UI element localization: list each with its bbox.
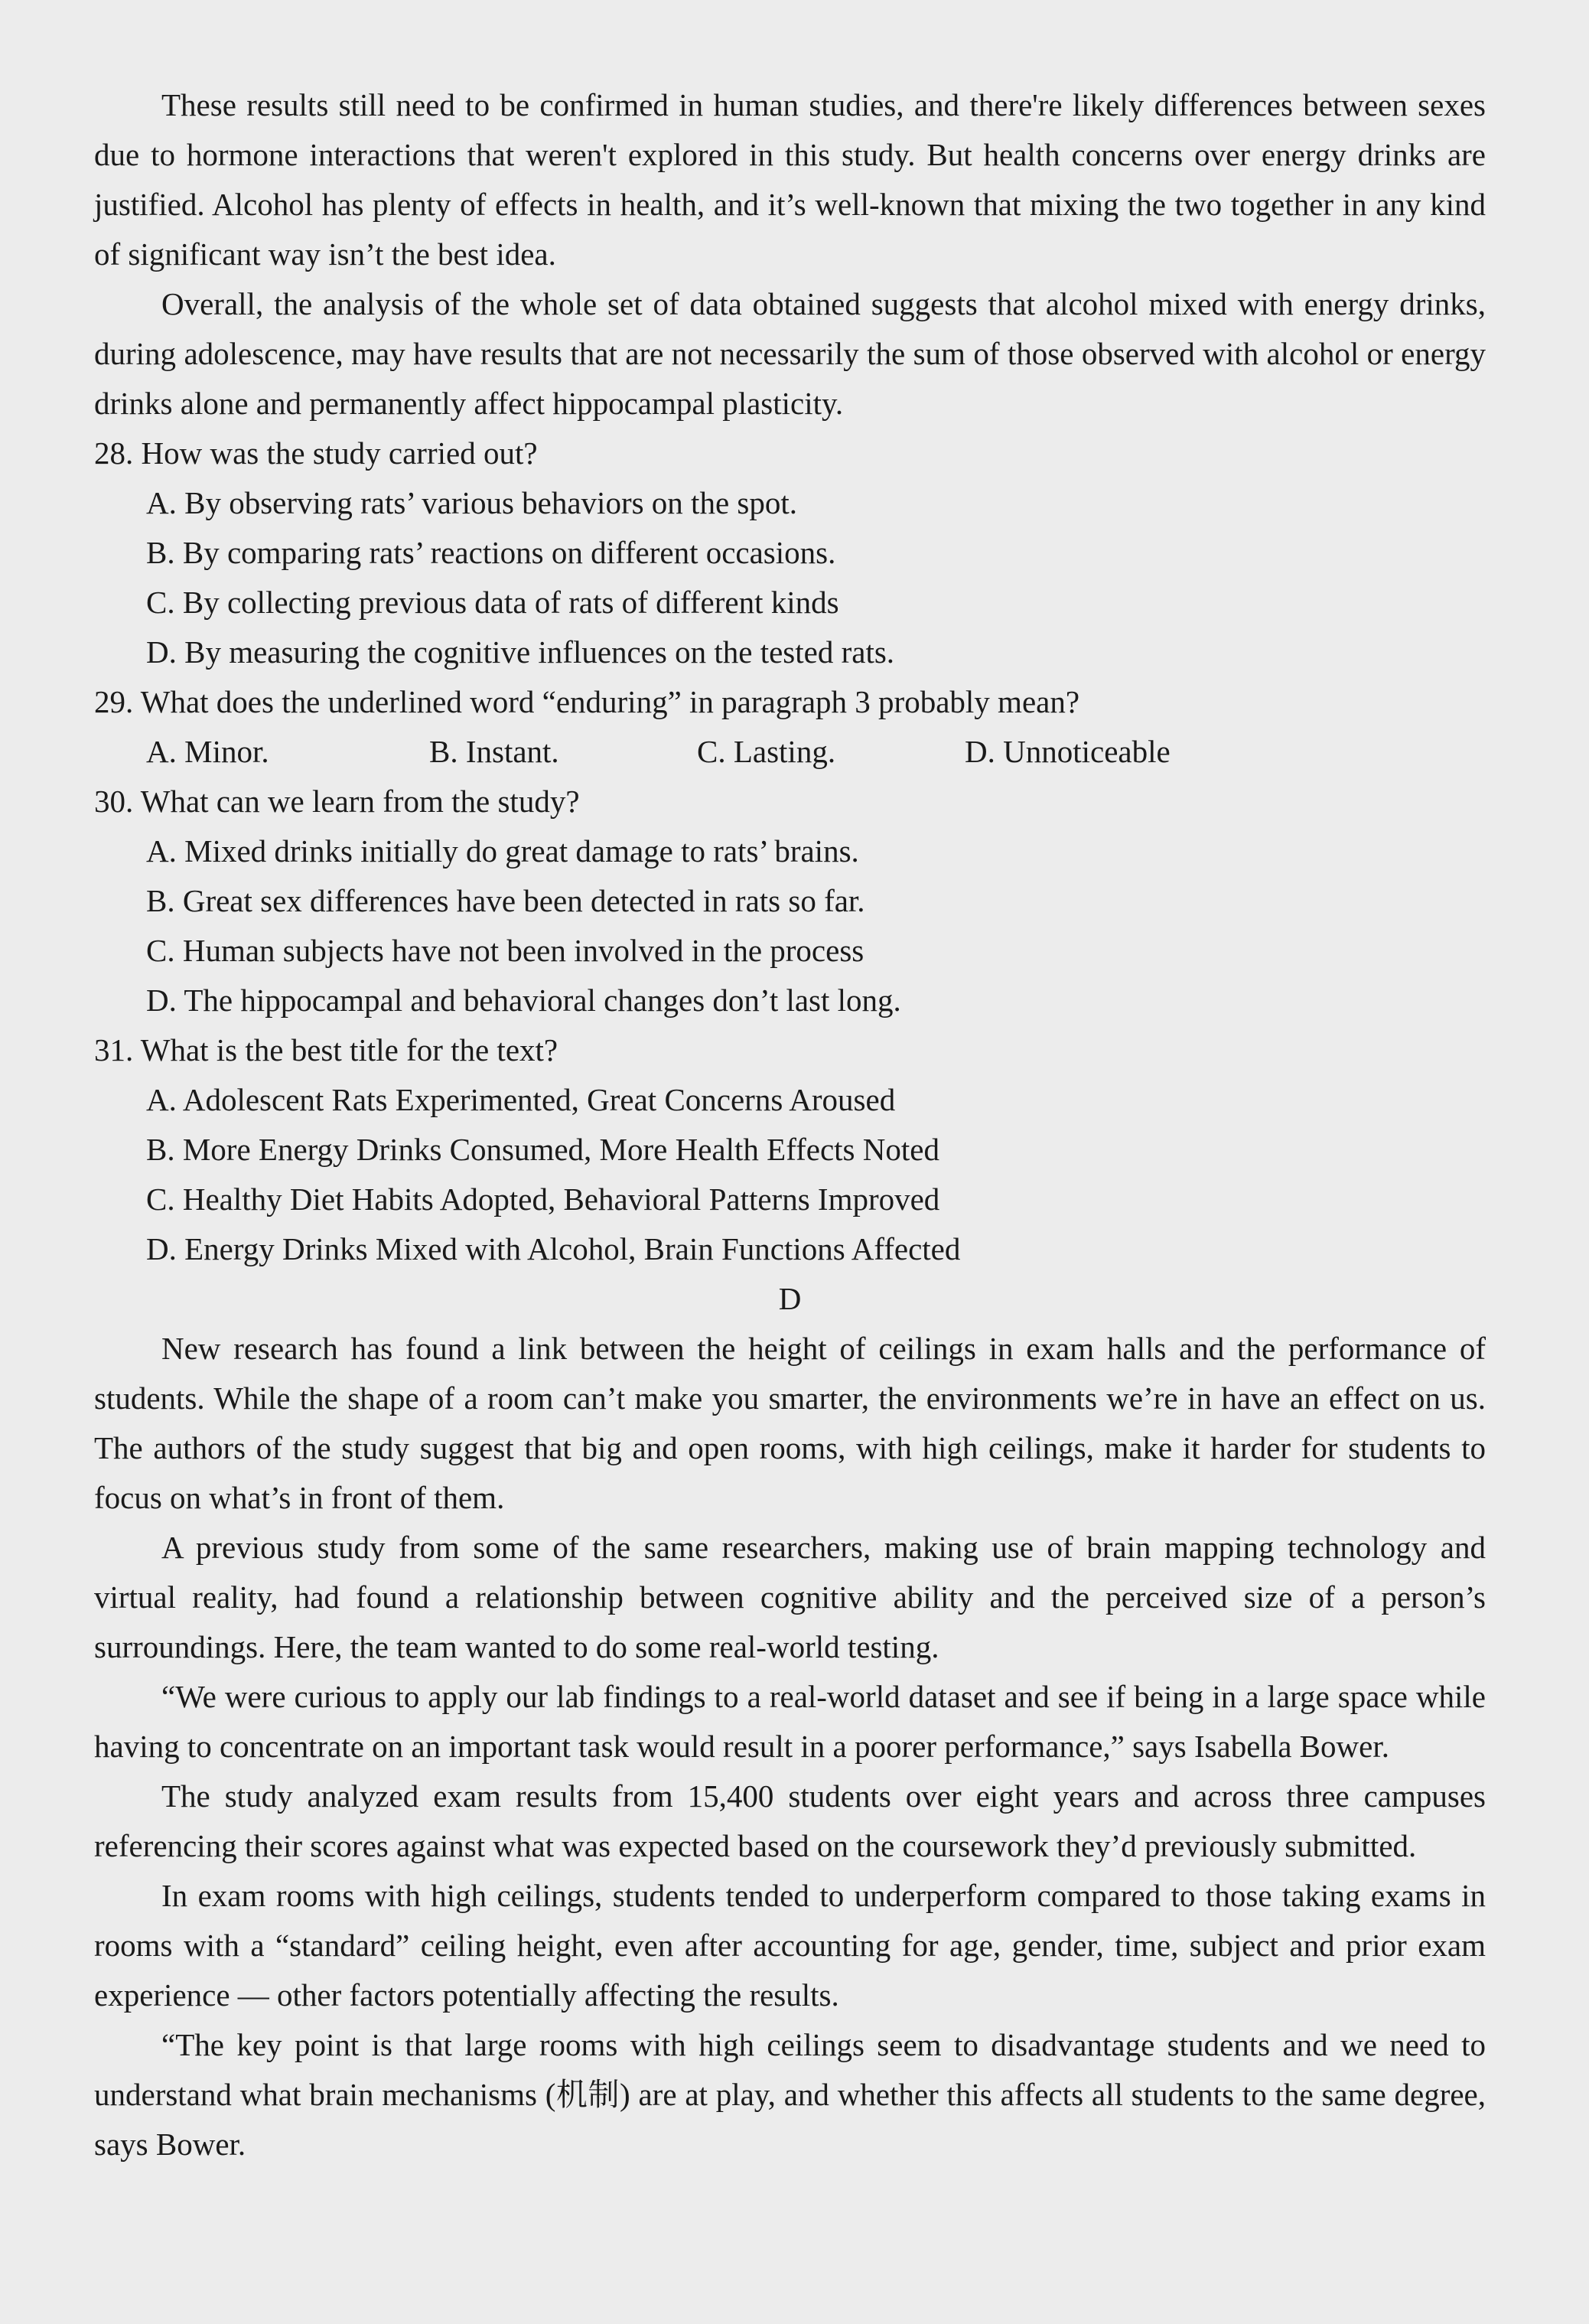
option-d: D. By measuring the cognitive influences on the tested rats. xyxy=(146,634,895,670)
section-heading: D xyxy=(778,1281,802,1316)
question-stem: 30. What can we learn from the study? xyxy=(94,784,580,819)
question-stem: 31. What is the best title for the text? xyxy=(94,1032,558,1067)
option-a: A. Minor. xyxy=(146,734,269,769)
option-b: B. By comparing rats’ reactions on different occasions. xyxy=(146,535,836,570)
options-list xyxy=(94,478,1486,677)
paragraph: The study analyzed exam results from 15,400 students over eight years and across three campuses referencing their scores against what was expected based on the coursework they’d previously submitted. xyxy=(94,1778,1486,1863)
question-30 xyxy=(94,777,1486,1025)
question-28 xyxy=(94,429,1486,677)
paragraph: These results still need to be confirmed in human studies, and there're likely differences between sexes due to hormone interactions that weren't explored in this study. But health concerns over energy drinks are justified. Alcohol has plenty of effects in health, and it’s well-known that mixing the two together in any kind of significant way isn’t the best idea. xyxy=(94,87,1486,272)
option-b: B. Great sex differences have been detected in rats so far. xyxy=(146,883,865,918)
options-list xyxy=(94,826,1486,1025)
passage-d xyxy=(94,1274,1486,2169)
paragraph: “We were curious to apply our lab findings to a real-world dataset and see if being in a large space while having to concentrate on an important task would result in a poorer performance,” says Isabella Bower. xyxy=(94,1679,1486,1764)
option-a: A. By observing rats’ various behaviors on the spot. xyxy=(146,485,797,520)
option-c: C. By collecting previous data of rats of different kinds xyxy=(146,585,839,620)
question-stem: 29. What does the underlined word “enduring” in paragraph 3 probably mean? xyxy=(94,684,1080,719)
paragraph: In exam rooms with high ceilings, students tended to underperform compared to those taking exams in rooms with a “standard” ceiling height, even after accounting for age, gender, time, subject and prior exam experience — other factors potentially affecting the results. xyxy=(94,1878,1486,2013)
paragraph: New research has found a link between the height of ceilings in exam halls and the performance of students. While the shape of a room can’t make you smarter, the environments we’re in have an effect on us. The authors of the study suggest that big and open rooms, with high ceilings, make it harder for students to focus on what’s in front of them. xyxy=(94,1331,1486,1515)
option-c: C. Human subjects have not been involved in the process xyxy=(146,933,865,968)
paragraph: A previous study from some of the same researchers, making use of brain mapping technology and virtual reality, had found a relationship between cognitive ability and the perceived size of a person’s surroundings. Here, the team wanted to do some real-world testing. xyxy=(94,1530,1486,1664)
option-a: A. Adolescent Rats Experimented, Great Concerns Aroused xyxy=(146,1082,896,1117)
passage-c-continuation xyxy=(94,80,1486,429)
option-d: D. Unnoticeable xyxy=(965,734,1171,769)
paragraph: Overall, the analysis of the whole set of data obtained suggests that alcohol mixed with energy drinks, during adolescence, may have results that are not necessarily the sum of those observed with alcohol or energy drinks alone and permanently affect hippocampal plasticity. xyxy=(94,286,1486,421)
options-list xyxy=(94,1075,1486,1274)
option-c: C. Lasting. xyxy=(697,734,836,769)
option-d: D. Energy Drinks Mixed with Alcohol, Brain Functions Affected xyxy=(146,1231,961,1266)
option-d: D. The hippocampal and behavioral changes don’t last long. xyxy=(146,983,901,1018)
option-b: B. More Energy Drinks Consumed, More Health Effects Noted xyxy=(146,1132,939,1167)
question-29 xyxy=(94,677,1486,777)
option-a: A. Mixed drinks initially do great damage to rats’ brains. xyxy=(146,833,859,869)
question-31 xyxy=(94,1025,1486,1274)
options-row xyxy=(94,727,1486,777)
paragraph: “The key point is that large rooms with high ceilings seem to disadvantage students and we need to understand what brain mechanisms (机制) are at play, and whether this affects all students to the same degree, says Bower. xyxy=(94,2027,1486,2162)
option-c: C. Healthy Diet Habits Adopted, Behavioral Patterns Improved xyxy=(146,1182,940,1217)
question-stem: 28. How was the study carried out? xyxy=(94,435,538,471)
option-b: B. Instant. xyxy=(429,734,559,769)
